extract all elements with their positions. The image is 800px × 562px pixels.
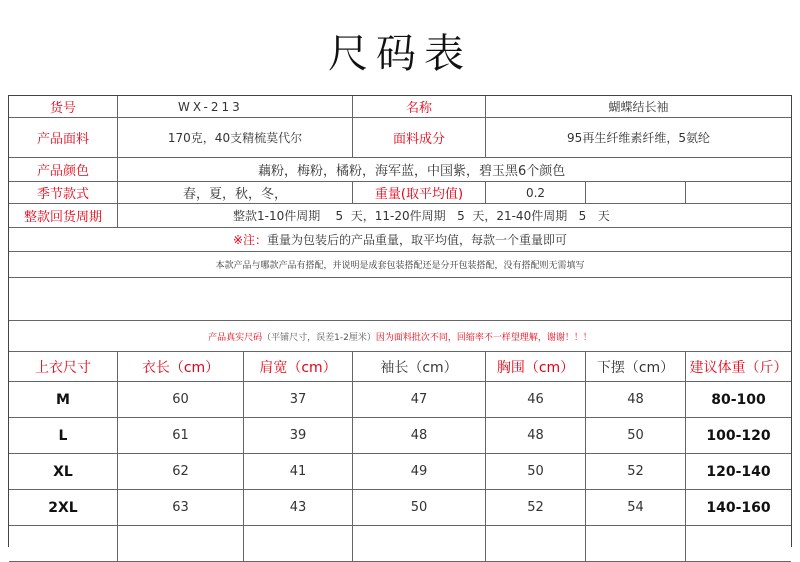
size-sleeve: 48 xyxy=(353,418,486,454)
size-header-shoulder: 肩宽（cm） xyxy=(244,352,353,382)
size-shoulder: 37 xyxy=(244,382,353,418)
empty-cell xyxy=(486,526,586,562)
size-label: XL xyxy=(9,454,118,490)
size-note xyxy=(9,321,791,352)
empty-cell xyxy=(353,526,486,562)
size-label: M xyxy=(9,382,118,418)
size-header-chest: 胸围（cm） xyxy=(486,352,586,382)
size-hem: 54 xyxy=(586,490,686,526)
size-chest: 50 xyxy=(486,454,586,490)
size-note-red: 产品真实尺码 xyxy=(208,332,263,343)
size-chart-table xyxy=(8,95,792,547)
size-length: 61 xyxy=(118,418,244,454)
size-note-gray: （平铺尺寸，误差1-2厘米） xyxy=(262,332,376,343)
size-chest: 52 xyxy=(486,490,586,526)
name-label: 名称 xyxy=(353,96,486,118)
empty-cell xyxy=(9,526,118,562)
size-header-length: 衣长（cm） xyxy=(118,352,244,382)
size-hem: 52 xyxy=(586,454,686,490)
composition-value: 95再生纤维素纤维，5氨纶 xyxy=(486,118,791,158)
size-weight: 80-100 xyxy=(686,382,791,418)
fabric-label: 产品面料 xyxy=(9,118,118,158)
item-no-value: WX-213 xyxy=(118,96,353,118)
item-no-label: 货号 xyxy=(9,96,118,118)
size-chest: 48 xyxy=(486,418,586,454)
empty-cell xyxy=(118,526,244,562)
size-shoulder: 41 xyxy=(244,454,353,490)
size-label: L xyxy=(9,418,118,454)
note-text: 重量为包装后的产品重量，取平均值，每款一个重量即可 xyxy=(267,233,568,247)
composition-label: 面料成分 xyxy=(353,118,486,158)
blank-cell xyxy=(586,182,686,204)
season-value: 春，夏，秋，冬， xyxy=(118,182,353,204)
color-label: 产品颜色 xyxy=(9,158,118,182)
size-length: 63 xyxy=(118,490,244,526)
size-weight: 100-120 xyxy=(686,418,791,454)
size-label: 2XL xyxy=(9,490,118,526)
size-chest: 46 xyxy=(486,382,586,418)
weight-note xyxy=(9,228,791,252)
size-length: 60 xyxy=(118,382,244,418)
restock-value: 整款1-10件周期 5 天，11-20件周期 5 天，21-40件周期 5 天 xyxy=(118,204,791,228)
size-note-red2: 因为面料批次不同，回缩率不一样望理解，谢谢！！！ xyxy=(375,332,592,343)
weight-label: 重量(取平均值) xyxy=(353,182,486,204)
size-header-sleeve: 袖长（cm） xyxy=(353,352,486,382)
size-header-hem: 下摆（cm） xyxy=(586,352,686,382)
size-shoulder: 43 xyxy=(244,490,353,526)
color-value: 藕粉，梅粉，橘粉，海军蓝，中国紫，碧玉黑6个颜色 xyxy=(118,158,791,182)
empty-cell xyxy=(244,526,353,562)
note-prefix: ※注： xyxy=(232,233,268,247)
size-sleeve: 50 xyxy=(353,490,486,526)
package-note: 本款产品与哪款产品有搭配，并说明是成套包装搭配还是分开包装搭配，没有搭配则无需填写 xyxy=(9,252,791,278)
size-sleeve: 49 xyxy=(353,454,486,490)
size-sleeve: 47 xyxy=(353,382,486,418)
size-weight: 120-140 xyxy=(686,454,791,490)
fabric-value: 170克，40支精梳莫代尔 xyxy=(118,118,353,158)
empty-cell xyxy=(686,526,791,562)
season-label: 季节款式 xyxy=(9,182,118,204)
empty-cell xyxy=(586,526,686,562)
size-length: 62 xyxy=(118,454,244,490)
size-hem: 50 xyxy=(586,418,686,454)
blank-row xyxy=(9,278,791,321)
size-header-weight: 建议体重（斤） xyxy=(686,352,791,382)
size-weight: 140-160 xyxy=(686,490,791,526)
size-hem: 48 xyxy=(586,382,686,418)
size-header-size: 上衣尺寸 xyxy=(9,352,118,382)
name-value: 蝴蝶结长袖 xyxy=(486,96,791,118)
page-title: 尺码表 xyxy=(328,31,472,77)
restock-label: 整款回货周期 xyxy=(9,204,118,228)
blank-cell xyxy=(686,182,791,204)
weight-value: 0.2 xyxy=(486,182,586,204)
size-shoulder: 39 xyxy=(244,418,353,454)
